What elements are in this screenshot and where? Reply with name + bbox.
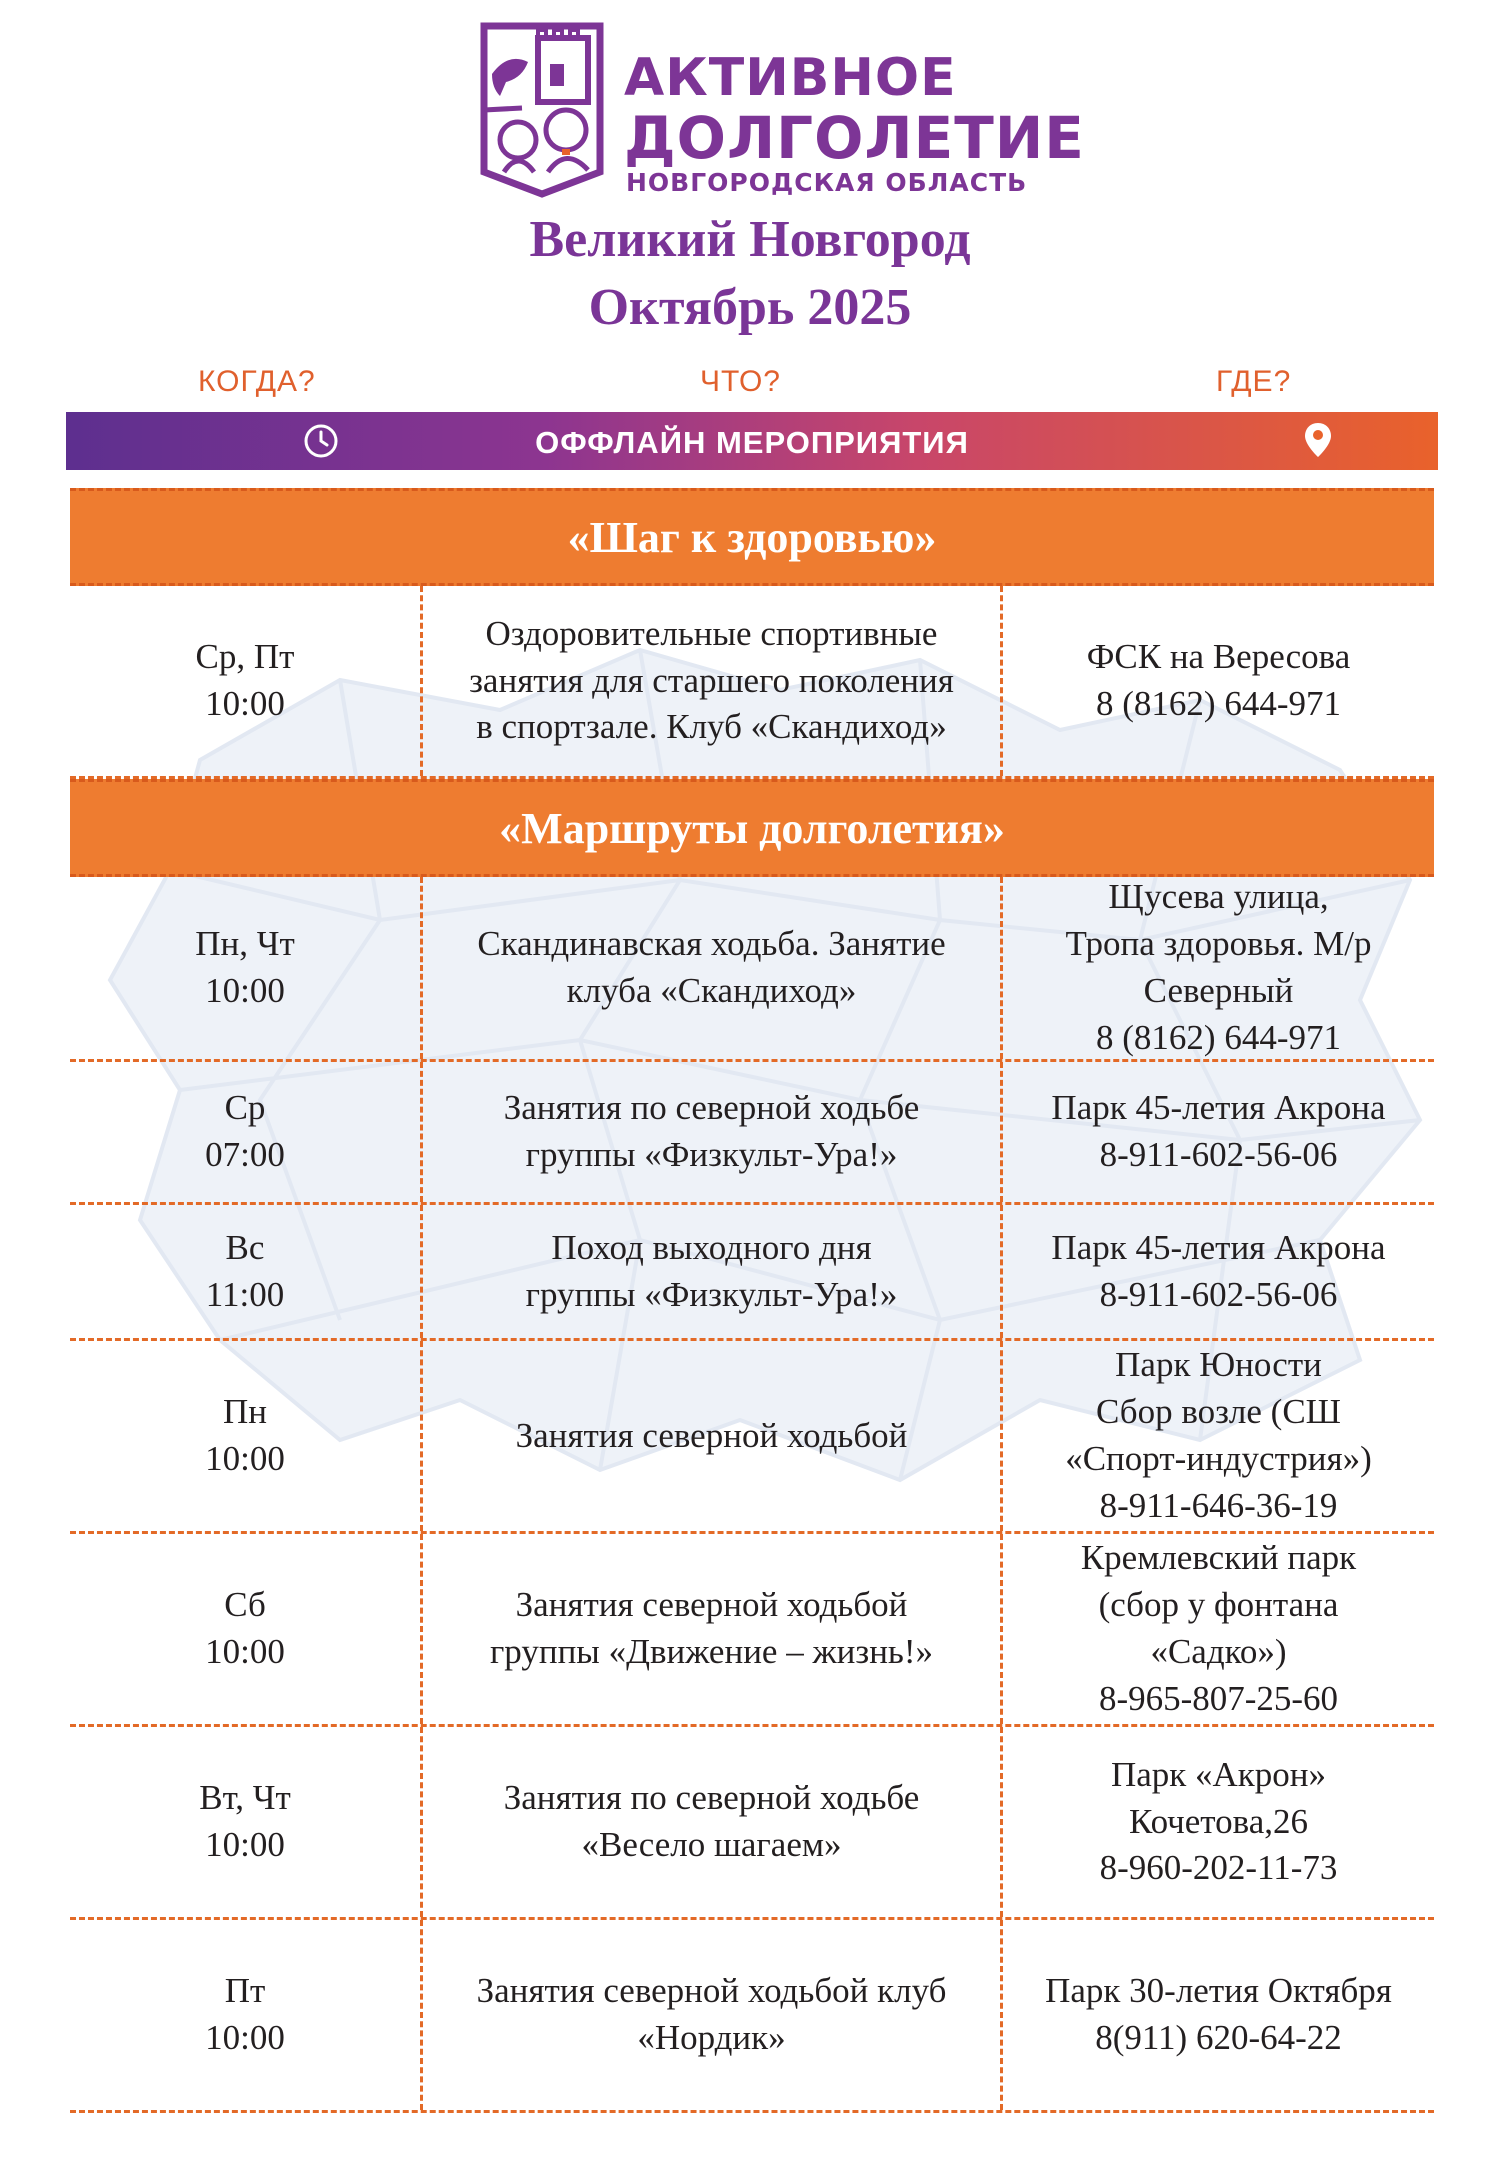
section-header: «Шаг к здоровью»: [70, 488, 1434, 586]
cell-line: 8-911-646-36-19: [1099, 1485, 1338, 1525]
cell-line: 8 (8162) 644-971: [1096, 1017, 1341, 1057]
cell-what: [420, 877, 1000, 1059]
logo-line-3: НОВГОРОДСКАЯ ОБЛАСТЬ: [626, 168, 1028, 197]
cell-when: [70, 1341, 420, 1531]
cell-line: Оздоровительные спортивные: [485, 613, 938, 653]
cell-line: Ср, Пт: [195, 637, 295, 677]
cell-line: Парк 30-летия Октября: [1045, 1971, 1392, 2011]
cell-line: 8-960-202-11-73: [1099, 1848, 1338, 1888]
table-row: [70, 1920, 1434, 2113]
location-pin-icon: [1303, 421, 1333, 459]
cell-line: 10:00: [205, 1825, 285, 1864]
cell-line: 8-911-602-56-06: [1099, 1135, 1338, 1174]
cell-line: Пн: [222, 1392, 267, 1432]
cell-line: ФСК на Вересова: [1086, 637, 1351, 677]
cell-line: 10:00: [205, 1439, 285, 1478]
cell-line: Сб: [224, 1585, 266, 1625]
cell-line: Пн, Чт: [195, 924, 295, 964]
section-header: «Маршруты долголетия»: [70, 779, 1434, 877]
cell-line: Вс: [225, 1227, 265, 1267]
cell-line: группы «Движение – жизнь!»: [489, 1632, 934, 1671]
cell-line: 8-965-807-25-60: [1098, 1678, 1339, 1718]
cell-line: (сбор у фонтана: [1098, 1585, 1339, 1625]
cell-when: [70, 1534, 420, 1724]
cell-line: Занятия северной ходьбой клуб: [476, 1971, 947, 2011]
cell-where: [1000, 586, 1434, 776]
cell-line: Щусева улица,: [1108, 877, 1329, 917]
cell-line: Пт: [224, 1971, 266, 2011]
table-row: [70, 1341, 1434, 1534]
cell-line: «Спорт-индустрия»): [1065, 1439, 1372, 1478]
cell-where: [1000, 1534, 1434, 1724]
cell-line: 8(911) 620-64-22: [1095, 2018, 1342, 2057]
cell-when: [70, 1727, 420, 1917]
cell-line: 10:00: [205, 971, 285, 1010]
cell-line: 07:00: [205, 1135, 285, 1174]
cell-what: [420, 1727, 1000, 1917]
cell-line: 11:00: [205, 1274, 285, 1314]
month-title: Октябрь 2025: [588, 279, 912, 336]
cell-line: Ср: [224, 1088, 266, 1128]
cell-line: Кочетова,26: [1128, 1801, 1308, 1841]
cell-line: 8-911-602-56-06: [1099, 1274, 1338, 1314]
table-row: [70, 1534, 1434, 1727]
table-row: [70, 1062, 1434, 1205]
cell-line: Сбор возле (СШ: [1095, 1392, 1341, 1432]
column-label-what: ЧТО?: [700, 365, 781, 398]
cell-line: 10:00: [205, 2018, 285, 2057]
cell-what: [420, 1205, 1000, 1338]
cell-where: [1000, 1341, 1434, 1531]
cell-where: [1000, 877, 1434, 1059]
logo: [478, 22, 1085, 202]
column-label-when: КОГДА?: [198, 365, 316, 398]
cell-line: 10:00: [205, 1632, 285, 1671]
table-row: [70, 877, 1434, 1062]
cell-line: Кремлевский парк: [1080, 1538, 1357, 1578]
cell-line: Занятия северной ходьбой: [515, 1415, 908, 1455]
cell-line: группы «Физкульт-Ура!»: [525, 1274, 898, 1314]
cell-line: Занятия по северной ходьбе: [503, 1088, 920, 1128]
column-label-where: ГДЕ?: [1216, 365, 1292, 398]
logo-emblem-icon: [478, 22, 606, 198]
offline-events-banner: [66, 412, 1438, 470]
cell-when: [70, 1920, 420, 2110]
cell-line: 10:00: [205, 684, 285, 723]
cell-where: [1000, 1205, 1434, 1338]
cell-line: Северный: [1143, 971, 1294, 1010]
table-row: [70, 1727, 1434, 1920]
cell-what: [420, 1920, 1000, 2110]
cell-line: Занятия северной ходьбой: [515, 1585, 908, 1625]
cell-line: Скандинавская ходьба. Занятие: [477, 924, 946, 964]
cell-line: Парк 45-летия Акрона: [1051, 1088, 1386, 1128]
cell-line: «Весело шагаем»: [581, 1825, 842, 1864]
cell-where: [1000, 1727, 1434, 1917]
cell-line: «Нордик»: [637, 2018, 786, 2057]
table-row: [70, 586, 1434, 779]
cell-when: [70, 1062, 420, 1202]
schedule-table: [70, 488, 1434, 2113]
logo-line-2: ДОЛГОЛЕТИЕ: [624, 104, 1085, 172]
cell-where: [1000, 1920, 1434, 2110]
cell-when: [70, 877, 420, 1059]
cell-line: Поход выходного дня: [551, 1227, 872, 1267]
cell-when: [70, 1205, 420, 1338]
cell-line: группы «Физкульт-Ура!»: [525, 1135, 898, 1174]
cell-what: [420, 1062, 1000, 1202]
cell-line: Тропа здоровья. М/р: [1065, 924, 1372, 964]
cell-line: «Садко»): [1150, 1632, 1287, 1671]
table-row: [70, 1205, 1434, 1341]
cell-where: [1000, 1062, 1434, 1202]
cell-when: [70, 586, 420, 776]
cell-what: [420, 1341, 1000, 1531]
cell-line: занятия для старшего поколения: [469, 660, 954, 700]
cell-what: [420, 1534, 1000, 1724]
cell-line: в спортзале. Клуб «Скандиход»: [476, 707, 947, 747]
cell-line: Парк Юности: [1115, 1345, 1322, 1385]
cell-line: Парк «Акрон»: [1110, 1754, 1327, 1794]
city-title: Великий Новгород: [529, 211, 971, 268]
cell-line: Занятия по северной ходьбе: [503, 1778, 920, 1818]
cell-line: Вт, Чт: [199, 1778, 291, 1818]
banner-label: ОФФЛАЙН МЕРОПРИЯТИЯ: [535, 425, 969, 460]
cell-what: [420, 586, 1000, 776]
cell-line: Парк 45-летия Акрона: [1051, 1227, 1386, 1267]
cell-line: 8 (8162) 644-971: [1096, 684, 1341, 723]
logo-line-1: АКТИВНОЕ: [624, 48, 957, 108]
cell-line: клуба «Скандиход»: [566, 971, 857, 1010]
